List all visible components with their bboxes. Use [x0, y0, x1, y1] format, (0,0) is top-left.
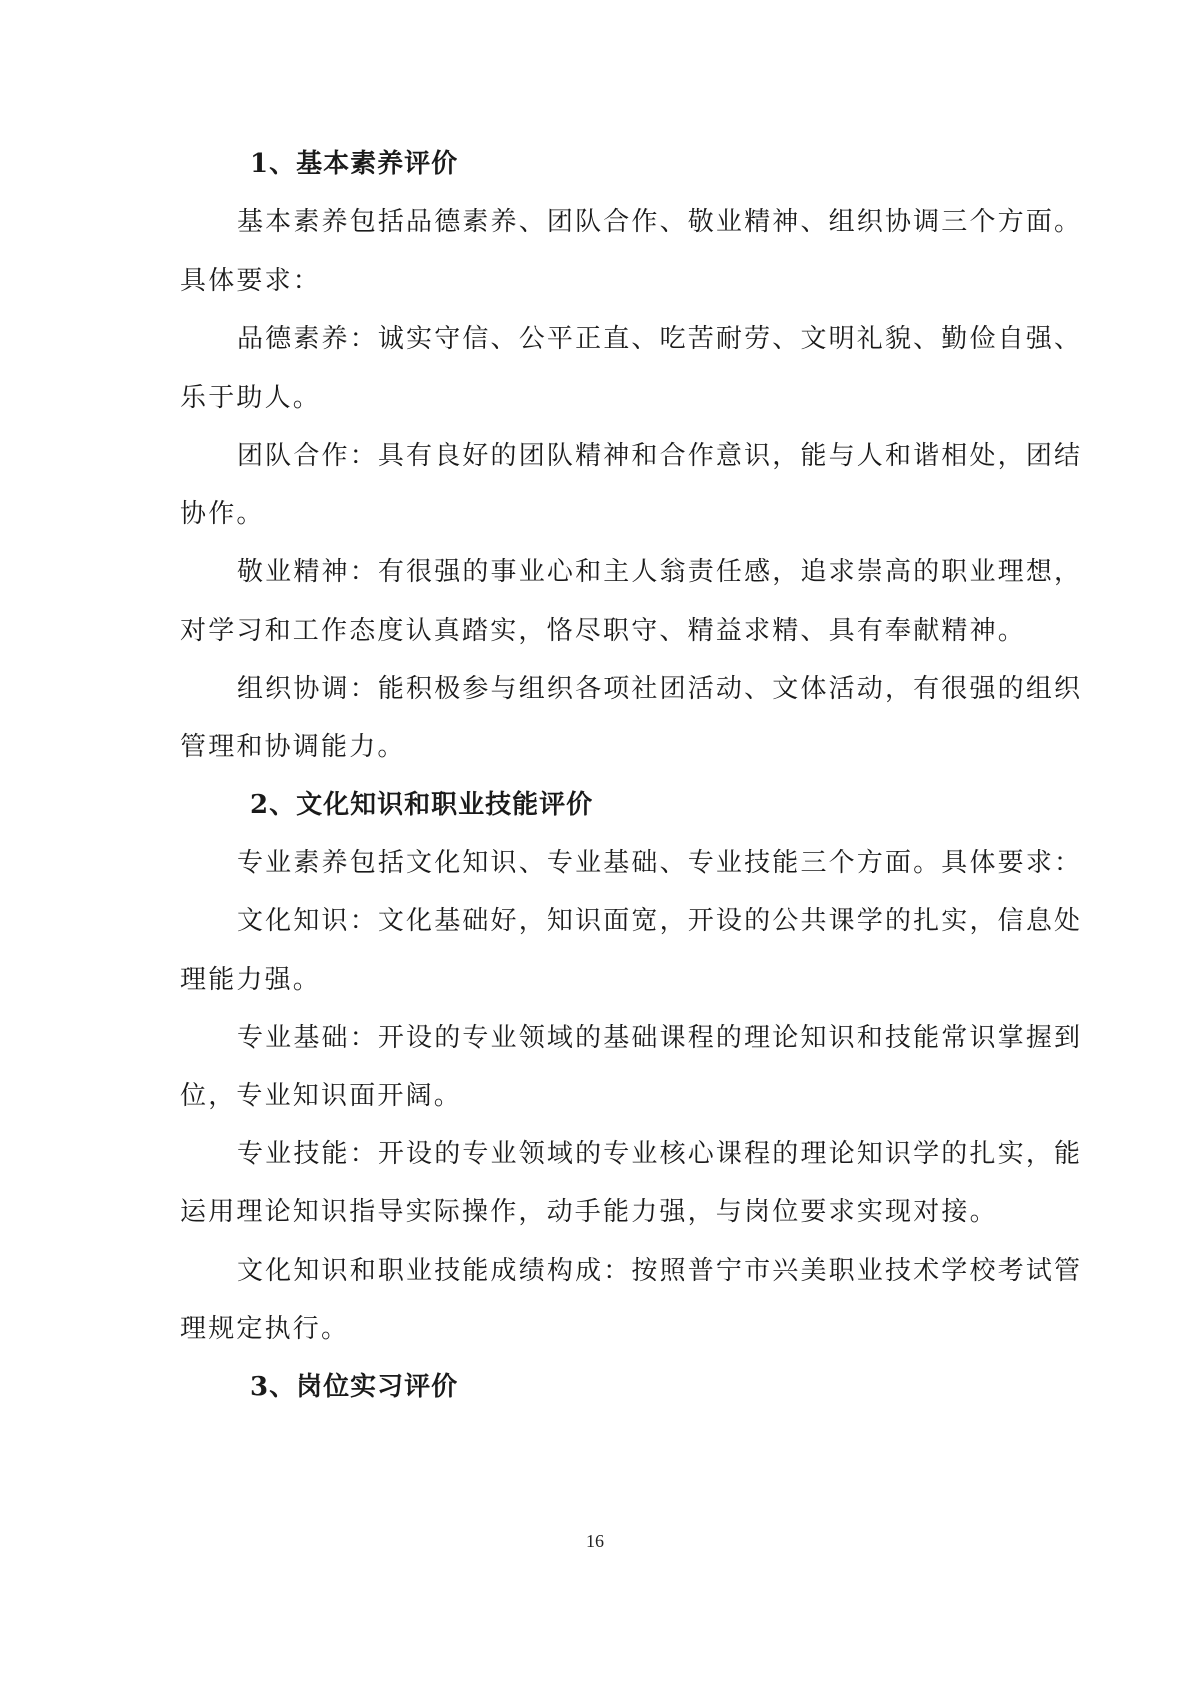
section-2-intro-line-1: 专业素养包括文化知识、专业基础、专业技能三个方面。具体要求： [237, 848, 1080, 878]
professional-basics-line-2: 位，专业知识面开阔。 [180, 1081, 463, 1111]
culture-knowledge-line-2: 理能力强。 [180, 965, 322, 995]
teamwork-line-2: 协作。 [180, 499, 265, 529]
organization-line-2: 管理和协调能力。 [180, 732, 406, 762]
moral-quality-line-1: 品德素养：诚实守信、公平正直、吃苦耐劳、文明礼貌、勤俭自强、 [237, 324, 1080, 354]
professional-basics-line-1: 专业基础：开设的专业领域的基础课程的理论知识和技能常识掌握到 [237, 1023, 1080, 1053]
teamwork-line-1: 团队合作：具有良好的团队精神和合作意识，能与人和谐相处，团结 [237, 441, 1080, 471]
professional-skills-line-1: 专业技能：开设的专业领域的专业核心课程的理论知识学的扎实，能 [237, 1139, 1080, 1169]
dedication-line-1: 敬业精神：有很强的事业心和主人翁责任感，追求崇高的职业理想， [237, 557, 1080, 587]
professional-skills-line-2: 运用理论知识指导实际操作，动手能力强，与岗位要求实现对接。 [180, 1197, 998, 1227]
section-2-heading: 2、文化知识和职业技能评价 [250, 790, 594, 820]
section-1-heading: 1、基本素养评价 [250, 149, 459, 179]
moral-quality-line-2: 乐于助人。 [180, 383, 322, 413]
culture-knowledge-line-1: 文化知识：文化基础好，知识面宽，开设的公共课学的扎实，信息处 [237, 906, 1080, 936]
score-composition-line-1: 文化知识和职业技能成绩构成：按照普宁市兴美职业技术学校考试管 [237, 1256, 1080, 1286]
section-3-heading: 3、岗位实习评价 [250, 1372, 459, 1402]
score-composition-line-2: 理规定执行。 [180, 1314, 350, 1344]
section-1-intro-line-1: 基本素养包括品德素养、团队合作、敬业精神、组织协调三个方面。 [237, 207, 1080, 237]
organization-line-1: 组织协调：能积极参与组织各项社团活动、文体活动，有很强的组织 [237, 674, 1080, 704]
dedication-line-2: 对学习和工作态度认真踏实，恪尽职守、精益求精、具有奉献精神。 [180, 616, 1027, 646]
section-1-intro-line-2: 具体要求： [180, 266, 322, 296]
page-number: 16 [586, 1531, 604, 1551]
